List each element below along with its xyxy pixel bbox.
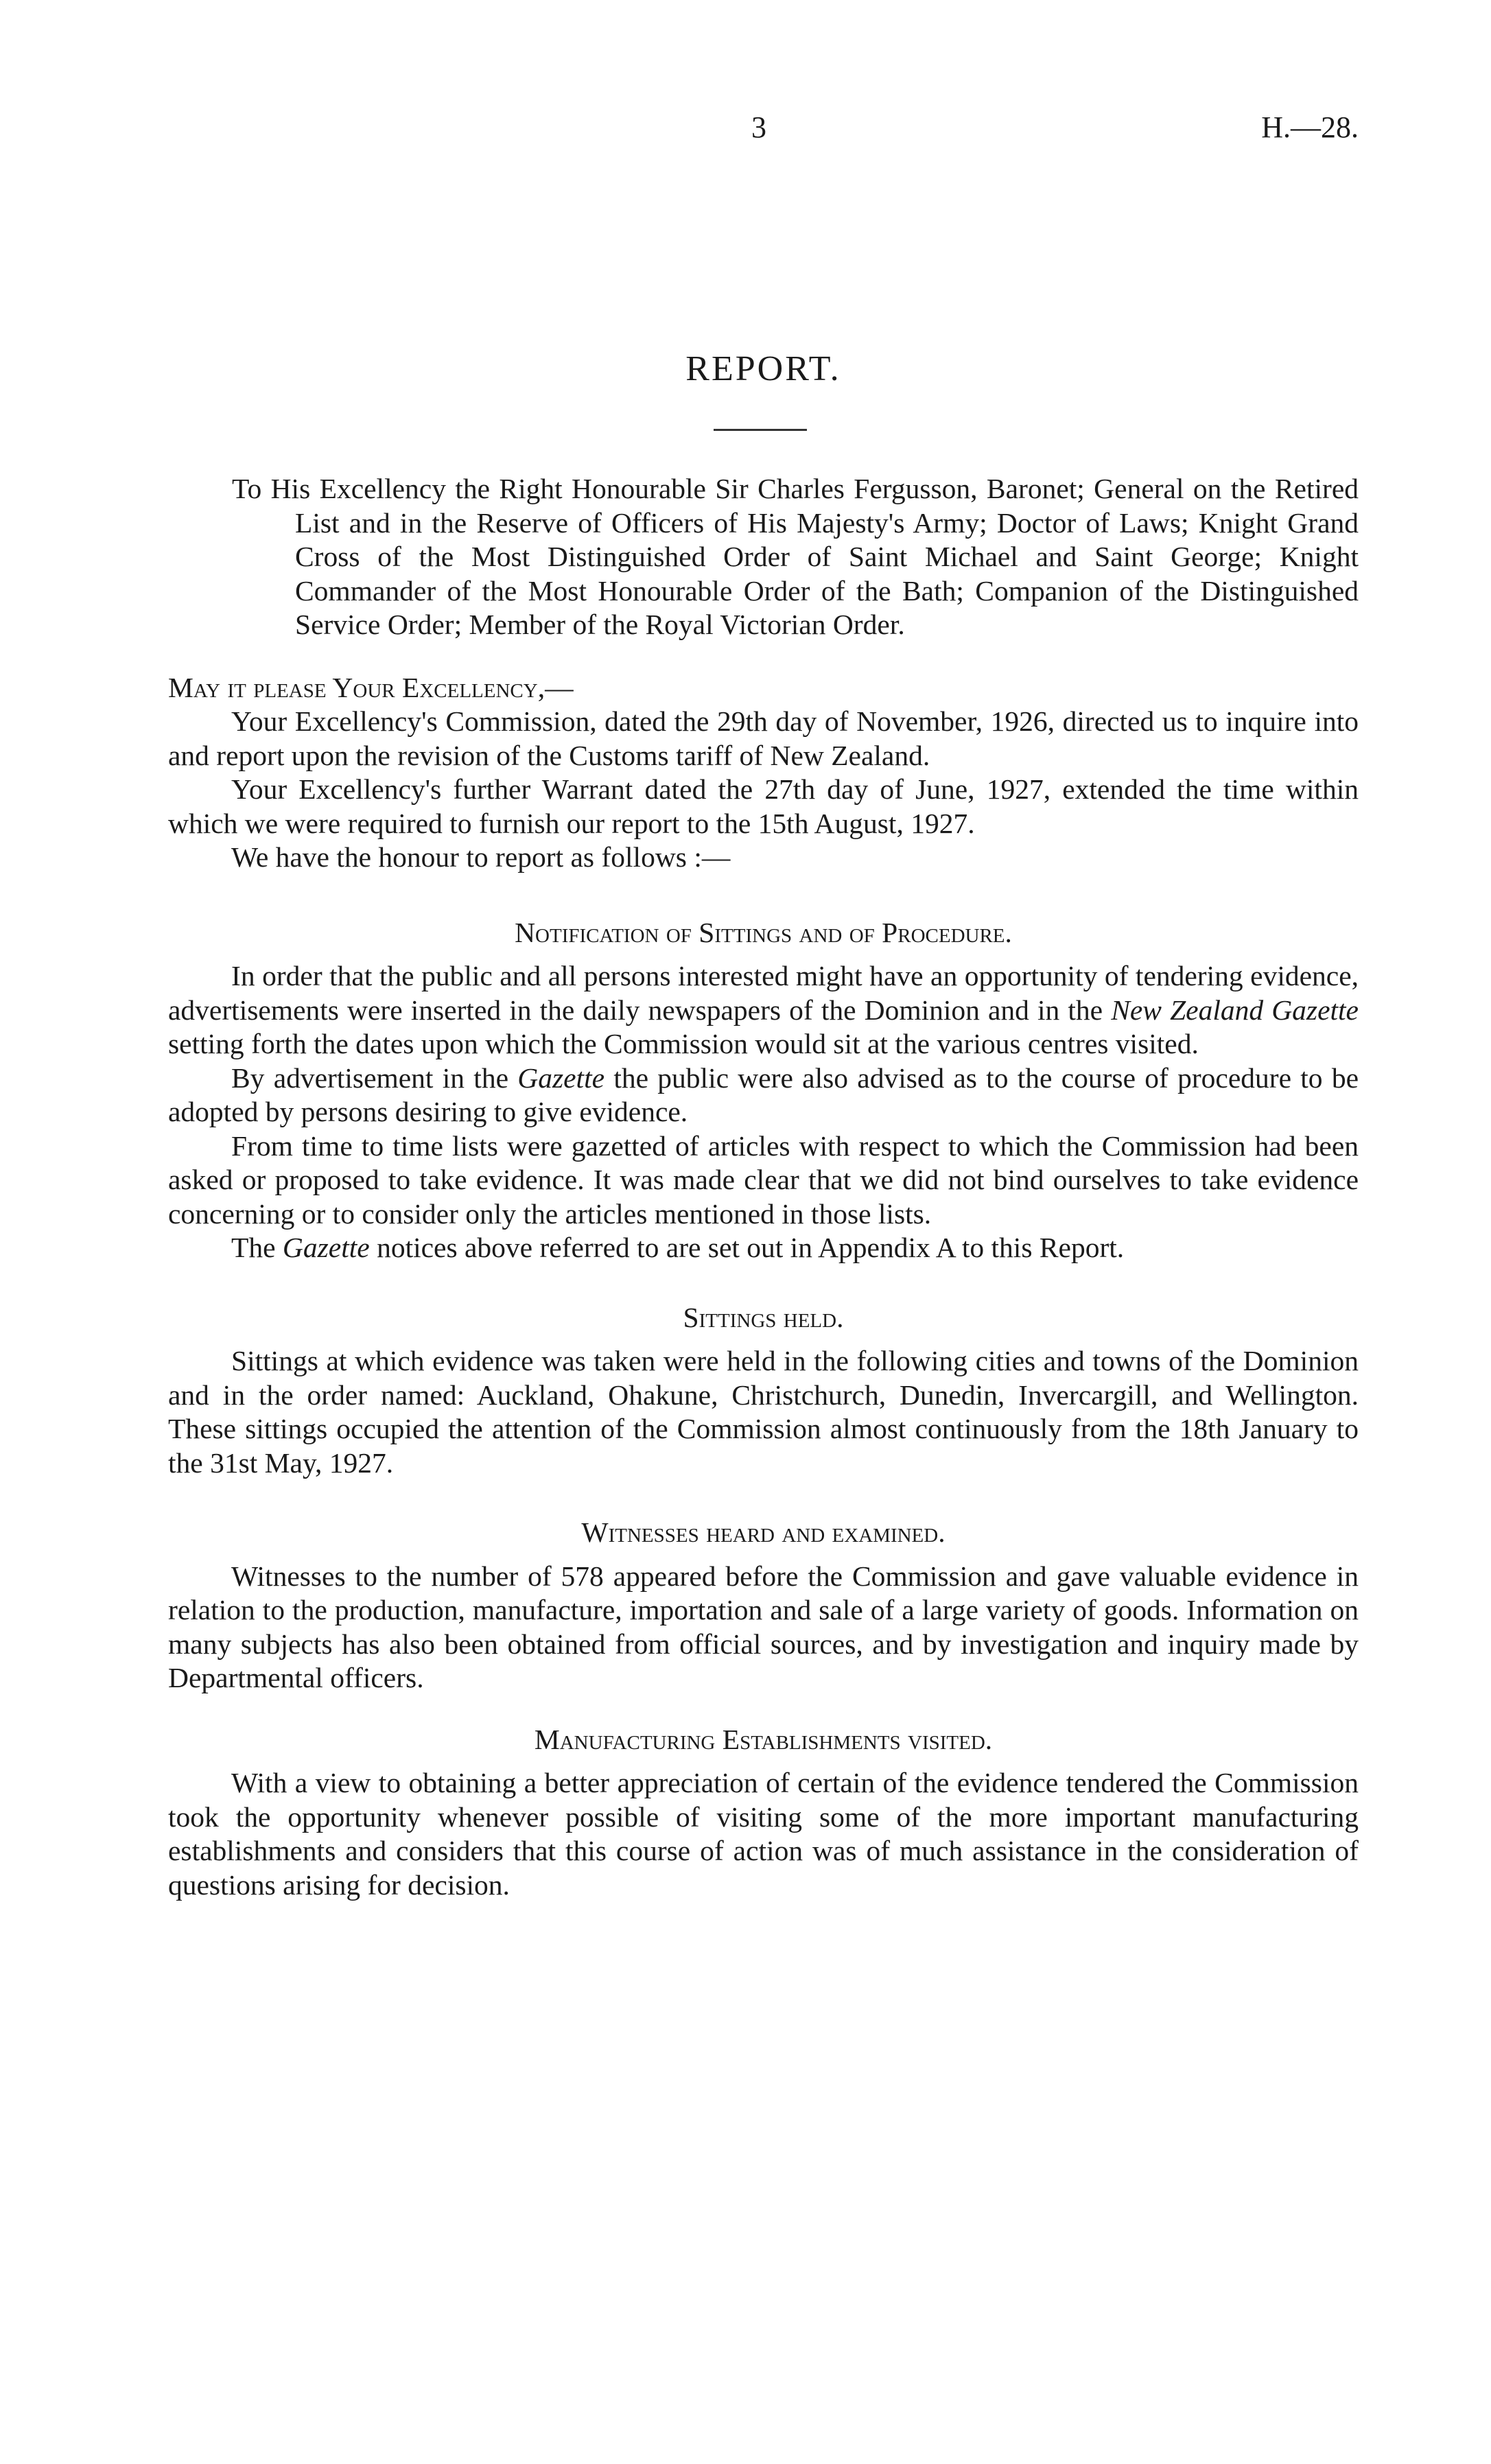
address-paragraph: To His Excellency the Right Honourable Sir Charles Fergusson, Baronet; General on the Retired List and in the Reserve of Officers of His Majesty's Army; Doctor of Laws; Knight Grand Cross of the Most Distinguished Order of Saint Michael and Saint George; Knight Commander of the Most Honourable Order of the Bath; Companion of the Distinguished Service Order; Member of the Royal Victorian Order. <box>232 473 1359 640</box>
title-rule <box>714 429 807 431</box>
page-number: 3 <box>751 110 766 144</box>
witnesses-paragraph: Witnesses to the number of 578 appeared before the Commission and gave valuable evidence in relation to the production, manufacture, importation and sale of a large variety of goods. Information on many subjects has also been obtained from official sources, and by investigation and inquiry made by Departmental officers. <box>168 1560 1359 1693</box>
intro-paragraph-commission: Your Excellency's Commission, dated the 29th day of November, 1926, directed us to inquire into and report upon the revision of the Customs tariff of New Zealand. <box>168 705 1359 771</box>
manufacturing-paragraph: With a view to obtaining a better appreciation of certain of the evidence tendered the Commission took the opportunity whenever possible of visiting some of the more important manufacturing establishments and considers that this course of action was of much assistance in the consideration of questions arising for decision. <box>168 1767 1359 1901</box>
notification-paragraph-2: By advertisement in the Gazette the public were also advised as to the course of procedure to be adopted by persons desiring to give evidence. <box>168 1061 1359 1127</box>
section-heading-witnesses: Witnesses heard and examined. <box>581 1516 946 1548</box>
notification-paragraph-1: In order that the public and all persons interested might have an opportunity of tendering evidence, advertisements were inserted in the daily newspapers of the Dominion and in the New Zealand Gazette setting forth the dates upon which the Commission would sit at the various centres visited. <box>168 960 1359 1059</box>
report-title: REPORT. <box>685 349 841 388</box>
document-reference: H.—28. <box>1261 110 1359 144</box>
notification-paragraph-3: From time to time lists were gazetted of articles with respect to which the Commission had been asked or proposed to take evidence. It was made clear that we did not bind ourselves to take evidence concerning or to consider only the articles mentioned in those lists. <box>168 1129 1359 1230</box>
sittings-paragraph: Sittings at which evidence was taken were held in the following cities and towns of the Dominion and in the order named: Auckland, Ohakune, Christchurch, Dunedin, Invercargill, and Wellington. These sittings occupied the attention of the Commission almost continuously from the 18th January to the 31st May, 1927. <box>168 1345 1359 1479</box>
intro-paragraph-report: We have the honour to report as follows :— <box>231 841 731 873</box>
report-body <box>168 472 1359 1902</box>
salutation: May it please Your Excellency,— <box>168 671 574 703</box>
section-heading-notification: Notification of Sittings and of Procedure. <box>515 916 1012 948</box>
page-header <box>168 110 1359 151</box>
section-heading-manufacturing: Manufacturing Establishments visited. <box>534 1723 993 1755</box>
intro-paragraph-warrant: Your Excellency's further Warrant dated the 27th day of June, 1927, extended the time within which we were required to furnish our report to the 15th August, 1927. <box>168 773 1359 839</box>
notification-paragraph-4: The Gazette notices above referred to are set out in Appendix A to this Report. <box>231 1232 1125 1263</box>
section-heading-sittings: Sittings held. <box>683 1301 844 1333</box>
